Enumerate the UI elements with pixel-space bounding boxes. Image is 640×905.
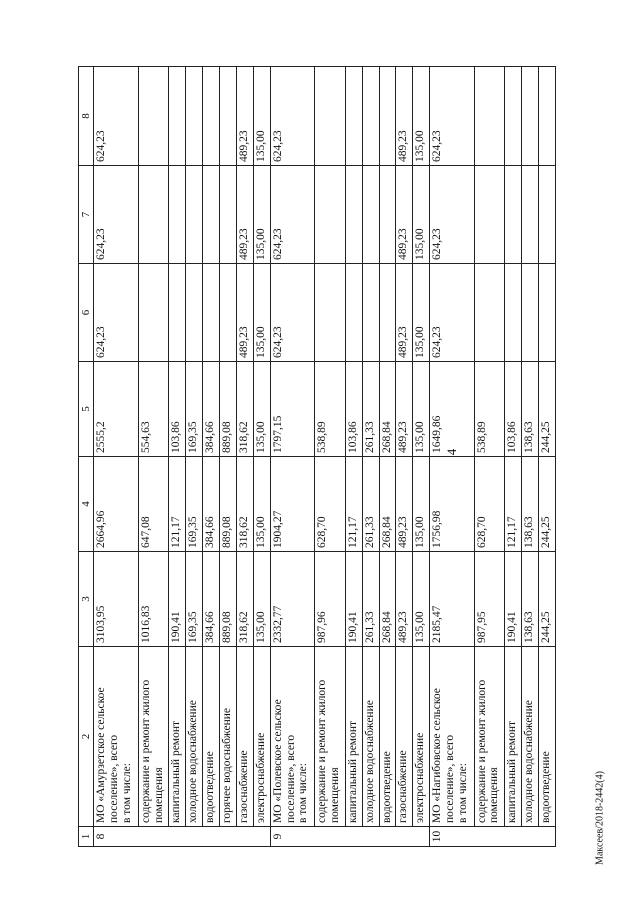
value-cell: 121,17 [169,457,186,552]
table-row [505,67,522,847]
value-cell: 489,23 [396,67,413,166]
value-cell: 1016,83 [138,552,169,647]
value-cell [362,166,379,264]
value-cell [522,264,539,362]
col-header: 6 [79,264,94,362]
value-cell [505,67,522,166]
value-cell [220,264,237,362]
service-label: водоотведение [539,647,556,827]
service-label: водоотведение [203,647,220,827]
value-cell: 624,23 [430,166,474,264]
value-cell: 384,66 [203,457,220,552]
value-cell: 268,84 [379,457,396,552]
value-cell: 261,33 [362,552,379,647]
group-total-row [94,67,138,847]
value-cell [379,166,396,264]
value-cell [539,264,556,362]
table-row [138,67,169,847]
group-total-row [430,67,474,847]
document-code: Максеев/2018-2442(4) [594,771,606,865]
municipality-name: МО «Нагибовское сельское поселение», всего [431,688,457,823]
value-cell [505,166,522,264]
service-label: горячее водоснабжение [220,647,237,827]
value-cell [186,166,203,264]
value-cell: 384,66 [203,552,220,647]
col-header: 2 [79,647,94,827]
value-cell [522,166,539,264]
value-cell [474,67,505,166]
value-cell [539,67,556,166]
value-cell: 624,23 [270,166,314,264]
value-cell [169,67,186,166]
col-header: 7 [79,166,94,264]
table-row [396,67,413,847]
value-cell [169,166,186,264]
value-cell: 624,23 [94,264,138,362]
service-label: капитальный ремонт [169,647,186,827]
value-cell: 624,23 [430,264,474,362]
value-cell: 135,00 [253,457,270,552]
value-cell: 169,35 [186,552,203,647]
subtitle-including: в том числе: [297,763,310,823]
value-cell: 384,66 [203,362,220,457]
value-cell: 538,89 [474,362,505,457]
value-cell [186,67,203,166]
value-cell: 987,95 [474,552,505,647]
value-cell: 3103,95 [94,552,138,647]
value-cell: 268,84 [379,362,396,457]
service-label: капитальный ремонт [345,647,362,827]
table-row [522,67,539,847]
value-cell: 244,25 [539,362,556,457]
value-cell: 318,62 [236,457,253,552]
value-cell: 135,00 [413,457,430,552]
value-cell: 628,70 [474,457,505,552]
value-cell: 538,89 [315,362,346,457]
value-cell: 2555,2 [94,362,138,457]
value-cell: 135,00 [253,166,270,264]
value-cell: 489,23 [236,67,253,166]
service-label: газоснабжение [236,647,253,827]
value-cell [220,67,237,166]
value-cell: 244,25 [539,457,556,552]
value-cell: 318,62 [236,552,253,647]
table-row [253,67,270,847]
value-cell [474,166,505,264]
value-cell: 1649,86 [430,362,474,457]
service-label: газоснабжение [396,647,413,827]
col-header: 4 [79,457,94,552]
value-cell [186,264,203,362]
value-cell [345,166,362,264]
value-cell [138,166,169,264]
subtitle-including: в том числе: [456,763,469,823]
table-row [345,67,362,847]
tariff-table [78,66,556,847]
value-cell: 1797,15 [270,362,314,457]
value-cell [362,67,379,166]
group-total-row [270,67,314,847]
value-cell: 121,17 [505,457,522,552]
table-row [379,67,396,847]
value-cell: 190,41 [169,552,186,647]
value-cell: 121,17 [345,457,362,552]
table-row [362,67,379,847]
value-cell: 489,23 [396,166,413,264]
page-number: 4 [444,448,459,456]
value-cell: 628,70 [315,457,346,552]
value-cell: 169,35 [186,362,203,457]
value-cell: 489,23 [236,166,253,264]
value-cell: 268,84 [379,552,396,647]
value-cell: 103,86 [345,362,362,457]
value-cell: 135,00 [413,67,430,166]
value-cell: 103,86 [505,362,522,457]
municipality-name: МО «Амурзетское сельское поселение», всего [95,687,121,823]
value-cell: 261,33 [362,457,379,552]
value-cell: 489,23 [396,552,413,647]
value-cell: 624,23 [270,264,314,362]
table-container [78,67,556,847]
value-cell: 135,00 [413,264,430,362]
value-cell [315,264,346,362]
value-cell [505,264,522,362]
value-cell: 138,63 [522,457,539,552]
value-cell [220,166,237,264]
service-label: электроснабжение [253,647,270,827]
value-cell: 489,23 [396,362,413,457]
value-cell: 489,23 [396,457,413,552]
table-body [94,67,556,847]
col-header: 8 [79,67,94,166]
value-cell: 1904,27 [270,457,314,552]
table-row [474,67,505,847]
municipality-name: МО «Полевское сельское поселение», всего [271,699,297,823]
value-cell: 554,63 [138,362,169,457]
value-cell [522,67,539,166]
value-cell [362,264,379,362]
value-cell: 2332,77 [270,552,314,647]
value-cell: 624,23 [94,67,138,166]
value-cell [138,67,169,166]
value-cell: 1756,98 [430,457,474,552]
value-cell: 889,08 [220,362,237,457]
value-cell [379,264,396,362]
table-row [413,67,430,847]
value-cell: 987,96 [315,552,346,647]
col-header: 1 [79,827,94,847]
subtitle-including: в том числе: [121,763,134,823]
value-cell: 135,00 [253,67,270,166]
table-row [169,67,186,847]
value-cell: 190,41 [505,552,522,647]
table-row [315,67,346,847]
value-cell [138,264,169,362]
value-cell [539,166,556,264]
value-cell: 135,00 [253,552,270,647]
value-cell: 2185,47 [430,552,474,647]
value-cell [345,264,362,362]
value-cell: 244,25 [539,552,556,647]
municipality-name-cell [270,647,314,827]
value-cell: 489,23 [396,264,413,362]
rotated-table-frame [78,67,556,847]
service-label: содержание и ремонт жилого помещения [474,647,505,827]
value-cell [474,264,505,362]
row-number: 9 [270,827,430,847]
value-cell: 2664,96 [94,457,138,552]
value-cell: 190,41 [345,552,362,647]
value-cell [203,67,220,166]
value-cell: 135,00 [253,362,270,457]
value-cell [315,166,346,264]
table-row [539,67,556,847]
value-cell: 135,00 [413,552,430,647]
value-cell: 889,08 [220,552,237,647]
col-header: 5 [79,362,94,457]
service-label: электроснабжение [413,647,430,827]
value-cell: 261,33 [362,362,379,457]
table-row [186,67,203,847]
municipality-name-cell [94,647,138,827]
value-cell: 138,63 [522,362,539,457]
value-cell: 135,00 [413,166,430,264]
header-row [79,67,94,847]
service-label: холодное водоснабжение [522,647,539,827]
value-cell: 624,23 [94,166,138,264]
value-cell: 624,23 [270,67,314,166]
table-row [236,67,253,847]
row-number: 10 [430,827,556,847]
value-cell: 103,86 [169,362,186,457]
value-cell [169,264,186,362]
service-label: водоотведение [379,647,396,827]
value-cell [315,67,346,166]
value-cell: 169,35 [186,457,203,552]
value-cell: 318,62 [236,362,253,457]
row-number: 8 [94,827,270,847]
value-cell: 135,00 [253,264,270,362]
value-cell: 889,08 [220,457,237,552]
value-cell [345,67,362,166]
value-cell [203,166,220,264]
value-cell: 647,08 [138,457,169,552]
municipality-name-cell [430,647,474,827]
value-cell: 135,00 [413,362,430,457]
service-label: холодное водоснабжение [186,647,203,827]
value-cell: 624,23 [430,67,474,166]
col-header: 3 [79,552,94,647]
value-cell: 138,63 [522,552,539,647]
value-cell [203,264,220,362]
value-cell: 489,23 [236,264,253,362]
service-label: холодное водоснабжение [362,647,379,827]
table-row [203,67,220,847]
service-label: содержание и ремонт жилого помещения [138,647,169,827]
table-row [220,67,237,847]
service-label: капитальный ремонт [505,647,522,827]
service-label: содержание и ремонт жилого помещения [315,647,346,827]
value-cell [379,67,396,166]
